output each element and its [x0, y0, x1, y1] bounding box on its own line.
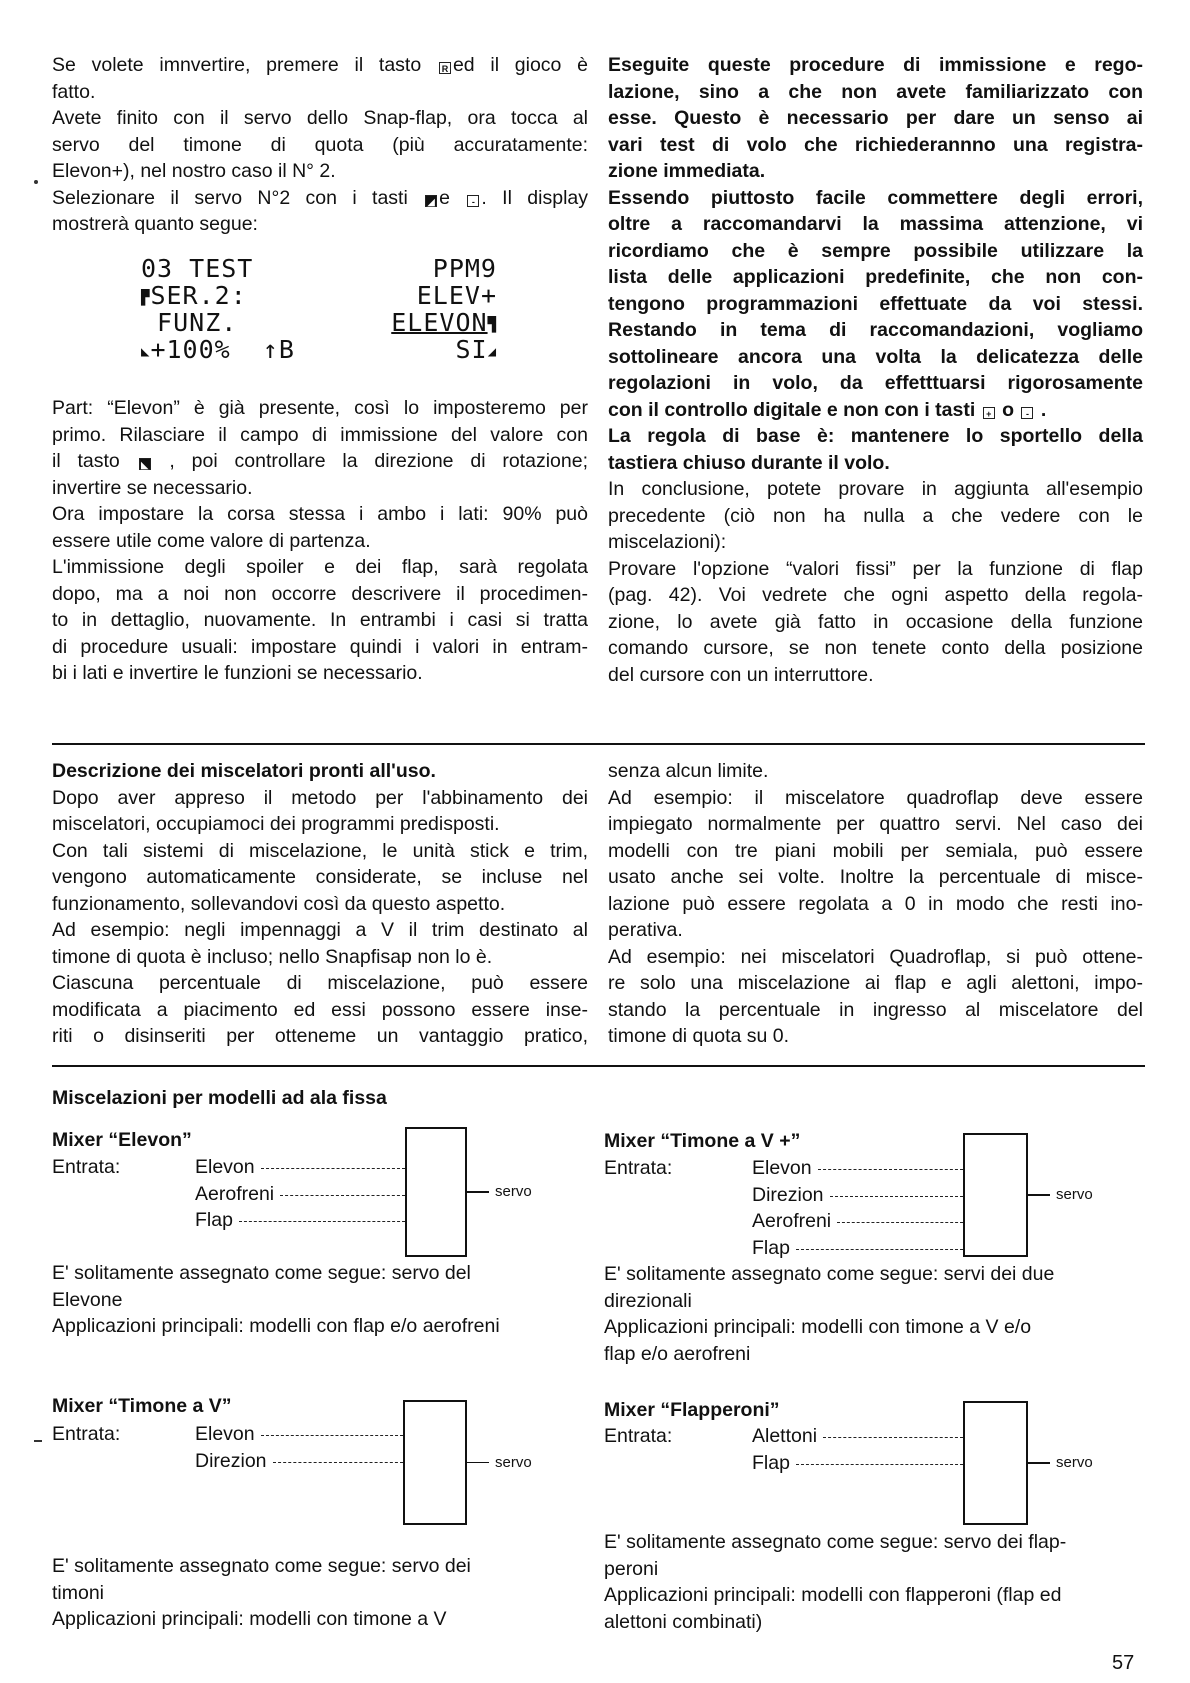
text-line: Elevone	[52, 1288, 123, 1311]
key-minus-icon: -	[467, 195, 479, 207]
text-line	[52, 158, 588, 185]
section-divider	[52, 743, 1145, 745]
top-right-column	[608, 52, 1143, 688]
text-line	[608, 556, 1143, 583]
text-segment: Elevon+), nel nostro caso il N° 2.	[52, 160, 336, 182]
text-segment: timone di quota su 0.	[608, 1025, 790, 1047]
text-line	[52, 634, 588, 661]
output-label: servo	[1056, 1454, 1093, 1471]
mixers-heading: Miscelazioni per modelli ad ala fissa	[52, 1087, 387, 1109]
text-line	[52, 422, 588, 449]
text-line	[608, 997, 1143, 1024]
mixer-box	[403, 1400, 467, 1525]
input-name: Flap	[752, 1451, 790, 1474]
warning-text	[608, 52, 1143, 476]
section-divider	[52, 1065, 1145, 1067]
text-line	[608, 397, 1143, 424]
dashed-connector	[818, 1169, 963, 1170]
input-label: Entrata:	[52, 1156, 121, 1178]
text-segment: Essendo piuttosto facile commettere degli errori,	[608, 186, 1143, 209]
mixer-inputs	[195, 1154, 405, 1234]
text-segment: modificata a piacimento ed essi possono essere inse-	[52, 998, 588, 1021]
lcd-corner-icon: ◢	[487, 344, 497, 360]
text-segment: Part: “Elevon” è già presente, così lo imposteremo per	[52, 397, 588, 419]
text-segment: primo. Rilasciare il campo di immissione del valore con	[52, 423, 588, 446]
text-segment: In conclusione, potete provare in aggiunta all'esempio	[608, 478, 1143, 500]
top-left-column-part2	[52, 395, 588, 687]
lcd-corner-icon: ▛	[141, 290, 151, 306]
mixer-title: Mixer “Timone a V”	[52, 1395, 232, 1417]
lcd-text: +100% ↑B	[150, 335, 295, 364]
text-line: E' solitamente assegnato come segue: servo dei flap-	[604, 1531, 1067, 1553]
text-segment: o	[996, 398, 1020, 421]
input-name: Direzion	[752, 1183, 824, 1206]
mixer-input	[195, 1207, 405, 1234]
text-line	[52, 1023, 588, 1050]
lcd-row	[141, 336, 497, 363]
input-label: Entrata:	[604, 1157, 673, 1179]
text-segment: bi i lati e invertire le funzioni se necessario.	[52, 662, 423, 684]
text-line	[52, 607, 588, 634]
text-line: Applicazioni principali: modelli con flap e/o aerofreni	[52, 1315, 500, 1337]
mixer-input	[195, 1181, 405, 1208]
text-segment: timone di quota è incluso; nello Snapfisap non lo è.	[52, 945, 493, 968]
dashed-connector	[837, 1222, 963, 1223]
lcd-corner-icon: ▜	[487, 317, 497, 333]
text-line	[52, 864, 588, 891]
lcd-row	[141, 309, 497, 336]
text-line: E' solitamente assegnato come segue: servo del	[52, 1262, 471, 1284]
text-segment: Ad esempio: il miscelatore quadroflap deve essere	[608, 786, 1143, 809]
text-segment: miscelazioni):	[608, 531, 727, 553]
text-line	[608, 264, 1143, 291]
input-name: Elevon	[195, 1423, 255, 1445]
output-label: servo	[1056, 1186, 1093, 1203]
mixer-input	[752, 1182, 963, 1209]
key-enter-icon: ◣	[139, 458, 151, 470]
text-segment: regolazioni in volo, da effetttuarsi rigorosamente	[608, 372, 1143, 394]
text-segment: dopo, ma a noi non occorre descrivere il procedimen-	[52, 582, 588, 605]
mixer-input	[195, 1154, 405, 1181]
mixer-flapperoni	[604, 1397, 1144, 1647]
text-line: direzionali	[604, 1289, 692, 1312]
text-segment: e	[439, 186, 466, 209]
lcd-display	[141, 255, 497, 363]
text-line: Applicazioni principali: modelli con timone a V	[52, 1608, 447, 1630]
text-line	[608, 838, 1143, 865]
text-line	[608, 52, 1143, 79]
bullet-mark	[34, 180, 38, 184]
mixer-inputs	[195, 1421, 403, 1474]
mixer-timone-v-plus	[604, 1128, 1144, 1378]
mixer-input	[752, 1235, 963, 1262]
middle-right-column	[608, 758, 1143, 1050]
text-line: E' solitamente assegnato come segue: servo dei	[52, 1555, 471, 1577]
text-line	[608, 423, 1143, 450]
text-segment: Restando in tema di raccomandazioni, vogliamo	[608, 319, 1143, 341]
text-line	[52, 528, 588, 555]
lcd-text: SI	[455, 335, 488, 364]
text-line	[608, 811, 1143, 838]
text-segment: vengono automaticamente considerate, se incluse nel	[52, 866, 588, 888]
text-segment: perativa.	[608, 919, 683, 941]
text-line	[52, 132, 588, 159]
text-line: timoni	[52, 1581, 105, 1604]
text-segment: L'immissione degli spoiler e dei flap, sarà regolata	[52, 556, 588, 578]
text-line	[52, 1050, 588, 1077]
text-line: Applicazioni principali: modelli con flapperoni (flap ed	[604, 1584, 1062, 1606]
text-line	[608, 635, 1143, 662]
text-segment: lista delle applicazioni predefinite, che non con-	[608, 266, 1143, 288]
mixer-input	[195, 1448, 403, 1475]
text-segment: funzionamento, sollevandovi così da questo aspetto.	[52, 892, 506, 915]
text-line	[52, 811, 588, 838]
text-line	[608, 944, 1143, 971]
text-line	[52, 105, 588, 132]
text-segment: lazione, sino a che non avete familiarizzato con	[608, 80, 1143, 103]
text-line	[52, 52, 588, 79]
dashed-connector	[261, 1168, 405, 1169]
text-segment: ed il gioco è	[452, 54, 588, 76]
mixer-description	[52, 1260, 592, 1340]
mixer-input	[752, 1423, 963, 1450]
text-line: alettoni combinati)	[604, 1610, 763, 1633]
mixer-title: Mixer “Timone a V +”	[604, 1130, 801, 1152]
output-label: servo	[495, 1183, 532, 1200]
text-line	[608, 662, 1143, 689]
text-line	[608, 211, 1143, 238]
text-line	[52, 79, 588, 106]
dashed-connector	[273, 1462, 403, 1463]
text-segment: zione immediata.	[608, 160, 766, 182]
input-name: Elevon	[195, 1156, 255, 1178]
dashed-connector	[280, 1195, 405, 1196]
input-name: Direzion	[195, 1449, 267, 1472]
middle-left-column	[52, 758, 588, 1076]
mixer-input	[195, 1421, 403, 1448]
text-line	[52, 395, 588, 422]
input-name: Flap	[752, 1236, 790, 1259]
dashed-connector	[239, 1221, 405, 1222]
lcd-text: ELEV+	[416, 281, 497, 310]
lcd-corner-icon: ◣	[141, 344, 151, 360]
text-line	[52, 997, 588, 1024]
middle-left-text	[52, 785, 588, 1077]
output-connector	[1028, 1462, 1050, 1464]
text-line: Applicazioni principali: modelli con timone a V e/o	[604, 1316, 1032, 1338]
text-segment: modelli con tre piani mobili per semiala, può essere	[608, 839, 1143, 862]
mixer-box	[405, 1127, 467, 1257]
text-line	[608, 891, 1143, 918]
mixer-inputs	[752, 1423, 963, 1476]
text-line	[52, 944, 588, 971]
text-line	[52, 970, 588, 997]
dashed-connector	[830, 1196, 963, 1197]
mixer-description	[604, 1261, 1144, 1367]
output-label: servo	[495, 1453, 532, 1471]
text-segment: stando la percentuale in ingresso al miscelatore del	[608, 998, 1143, 1021]
text-line	[608, 917, 1143, 944]
text-line	[608, 450, 1143, 477]
output-connector	[467, 1462, 489, 1464]
text-line	[608, 370, 1143, 397]
mixer-elevon	[52, 1127, 592, 1377]
text-segment: oltre a raccomandarvi la massima attenzione, vi	[608, 213, 1143, 235]
text-segment: impiegato normalmente per quattro servi. Nel caso dei	[608, 813, 1143, 835]
text-segment: La regola di base è: mantenere lo sportello della	[608, 425, 1143, 447]
text-segment: vari test di volo che richiederannno una registra-	[608, 133, 1143, 156]
text-line: flap e/o aerofreni	[604, 1342, 751, 1365]
lcd-text-selected: ELEVON	[391, 308, 488, 337]
text-segment: Ciascuna percentuale di miscelazione, può essere	[52, 972, 588, 994]
page-number: 57	[1112, 1652, 1135, 1674]
output-connector	[467, 1191, 489, 1193]
text-segment: Ad esempio: nei miscelatori Quadroflap, si può ottene-	[608, 945, 1143, 968]
text-line	[608, 344, 1143, 371]
mixer-description	[604, 1529, 1144, 1635]
key-minus-icon: -	[1021, 407, 1033, 419]
text-segment: tastiera chiuso durante il volo.	[608, 451, 890, 474]
text-line	[608, 503, 1143, 530]
text-line	[52, 211, 588, 238]
key-r-icon: R	[439, 62, 451, 74]
input-name: Aerofreni	[195, 1182, 275, 1205]
text-line	[608, 291, 1143, 318]
text-segment: Eseguite queste procedure di immissione e rego-	[608, 54, 1143, 76]
text-line	[52, 475, 588, 502]
text-segment: fatto.	[52, 80, 96, 103]
middle-right-text	[608, 758, 1143, 1050]
input-label: Entrata:	[604, 1425, 673, 1447]
text-segment: mostrerà quanto segue:	[52, 213, 258, 235]
lcd-text: FUNZ.	[141, 308, 238, 337]
input-name: Flap	[195, 1209, 233, 1231]
text-segment: Avete finito con il servo dello Snap-flap, ora tocca al	[52, 107, 588, 129]
mixer-input	[752, 1155, 963, 1182]
scan-mark	[34, 1440, 42, 1442]
text-line	[608, 758, 1143, 785]
text-line	[608, 79, 1143, 106]
text-segment: Ora impostare la corsa stessa i ambo i lati: 90% può	[52, 503, 588, 525]
dashed-connector	[796, 1249, 963, 1250]
mixer-input	[752, 1450, 963, 1477]
text-line	[52, 554, 588, 581]
text-segment: riti o disinseriti per otteneme un vantaggio pratico,	[52, 1025, 588, 1047]
text-line	[52, 917, 588, 944]
text-segment: lazione può essere regolata a 0 in modo che resti ino-	[608, 892, 1143, 915]
lcd-text: PPM9	[432, 254, 497, 283]
top-left-column-part1	[52, 52, 588, 238]
text-segment: re solo una miscelazione ai flap e agli alettoni, impo-	[608, 972, 1143, 994]
mixer-description	[52, 1553, 592, 1633]
section-heading: Descrizione dei miscelatori pronti all'uso.	[52, 760, 436, 782]
text-line	[52, 581, 588, 608]
input-name: Elevon	[752, 1157, 812, 1179]
dashed-connector	[796, 1464, 963, 1465]
text-line	[52, 660, 588, 687]
text-line	[608, 970, 1143, 997]
key-plus-icon: +	[983, 407, 995, 419]
text-line	[608, 238, 1143, 265]
input-name: Alettoni	[752, 1425, 818, 1447]
input-label: Entrata:	[52, 1423, 121, 1445]
dashed-connector	[823, 1437, 963, 1438]
text-line	[608, 185, 1143, 212]
mixer-title: Mixer “Elevon”	[52, 1129, 192, 1151]
text-line	[608, 158, 1143, 185]
text-line	[608, 609, 1143, 636]
text-segment: invertire se necessario.	[52, 476, 253, 499]
output-connector	[1028, 1194, 1050, 1196]
text-segment: servo del timone di quota (più accuratamente:	[52, 133, 588, 156]
text-line	[608, 582, 1143, 609]
text-line	[608, 864, 1143, 891]
text-segment: Dopo aver appreso il metodo per l'abbinamento dei	[52, 786, 588, 809]
text-line	[608, 476, 1143, 503]
lcd-text: SER.2:	[150, 281, 247, 310]
mixer-box	[963, 1401, 1028, 1525]
text-segment: Provare l'opzione “valori fissi” per la funzione di flap	[608, 557, 1143, 580]
text-segment: esse. Questo è necessario per dare un senso ai	[608, 107, 1143, 129]
lcd-row	[141, 255, 497, 282]
text-segment: Se volete imnvertire, premere il tasto	[52, 54, 437, 76]
text-segment: zione, lo avete già fatto in occasione della funzione	[608, 610, 1143, 633]
text-segment: usato anche sei volte. Inoltre la percentuale di misce-	[608, 866, 1143, 888]
dashed-connector	[261, 1435, 403, 1436]
text-segment: del cursore con un interruttore.	[608, 663, 874, 686]
text-segment: con il controllo digitale e non con i tasti	[608, 398, 981, 421]
text-segment: di procedure usuali: impostare quindi i valori in entram-	[52, 635, 588, 658]
text-line	[52, 838, 588, 865]
text-segment: Ad esempio: negli impennaggi a V il trim destinato al	[52, 919, 588, 941]
text-segment: miscelatori, occupiamoci dei programmi predisposti.	[52, 813, 500, 835]
text-segment: Selezionare il servo N°2 con i tasti	[52, 186, 424, 209]
mixer-input	[752, 1208, 963, 1235]
text-segment: essere utile come valore di partenza.	[52, 529, 371, 552]
text-line	[608, 1023, 1143, 1050]
text-line: peroni	[604, 1557, 659, 1580]
text-line	[608, 317, 1143, 344]
text-line	[52, 891, 588, 918]
text-segment: (pag. 42). Voi vedrete che ogni aspetto della regola-	[608, 584, 1143, 606]
text-line	[608, 529, 1143, 556]
text-segment: precedente (ciò non ha nulla a che vedere con le	[608, 504, 1143, 527]
text-line	[608, 105, 1143, 132]
text-line: E' solitamente assegnato come segue: servi dei due	[604, 1263, 1055, 1285]
mixer-title: Mixer “Flapperoni”	[604, 1399, 780, 1421]
text-line	[608, 132, 1143, 159]
text-segment: ricordiamo che è sempre possibile utilizzare la	[608, 239, 1143, 262]
text-segment: il tasto	[52, 450, 137, 472]
mixer-box	[963, 1133, 1028, 1257]
text-segment: tengono programmazioni effettuate da voi stessi.	[608, 292, 1143, 315]
text-line	[52, 785, 588, 812]
conclusion-text	[608, 476, 1143, 688]
lcd-row	[141, 282, 497, 309]
text-segment: , poi controllare la direzione di rotazione;	[152, 450, 588, 472]
text-segment: senza alcun limite.	[608, 760, 769, 782]
text-line	[52, 501, 588, 528]
mixer-inputs	[752, 1155, 963, 1261]
text-line	[52, 448, 588, 475]
text-segment: sottolineare ancora una volta la delicatezza delle	[608, 345, 1143, 368]
input-name: Aerofreni	[752, 1210, 832, 1232]
text-segment: . Il display	[481, 186, 588, 209]
text-line	[52, 185, 588, 212]
text-segment: .	[1035, 398, 1047, 421]
text-segment: comando cursore, se non tenete conto della posizione	[608, 637, 1143, 659]
text-segment: Con tali sistemi di miscelazione, le unità stick e trim,	[52, 839, 588, 862]
key-select-filled-icon: ◢	[425, 195, 437, 207]
text-segment: to in dettaglio, nuovamente. In entrambi i casi si tratta	[52, 609, 588, 631]
mixer-timone-v	[52, 1393, 592, 1643]
lcd-text: 03 TEST	[141, 254, 254, 283]
text-line	[608, 785, 1143, 812]
